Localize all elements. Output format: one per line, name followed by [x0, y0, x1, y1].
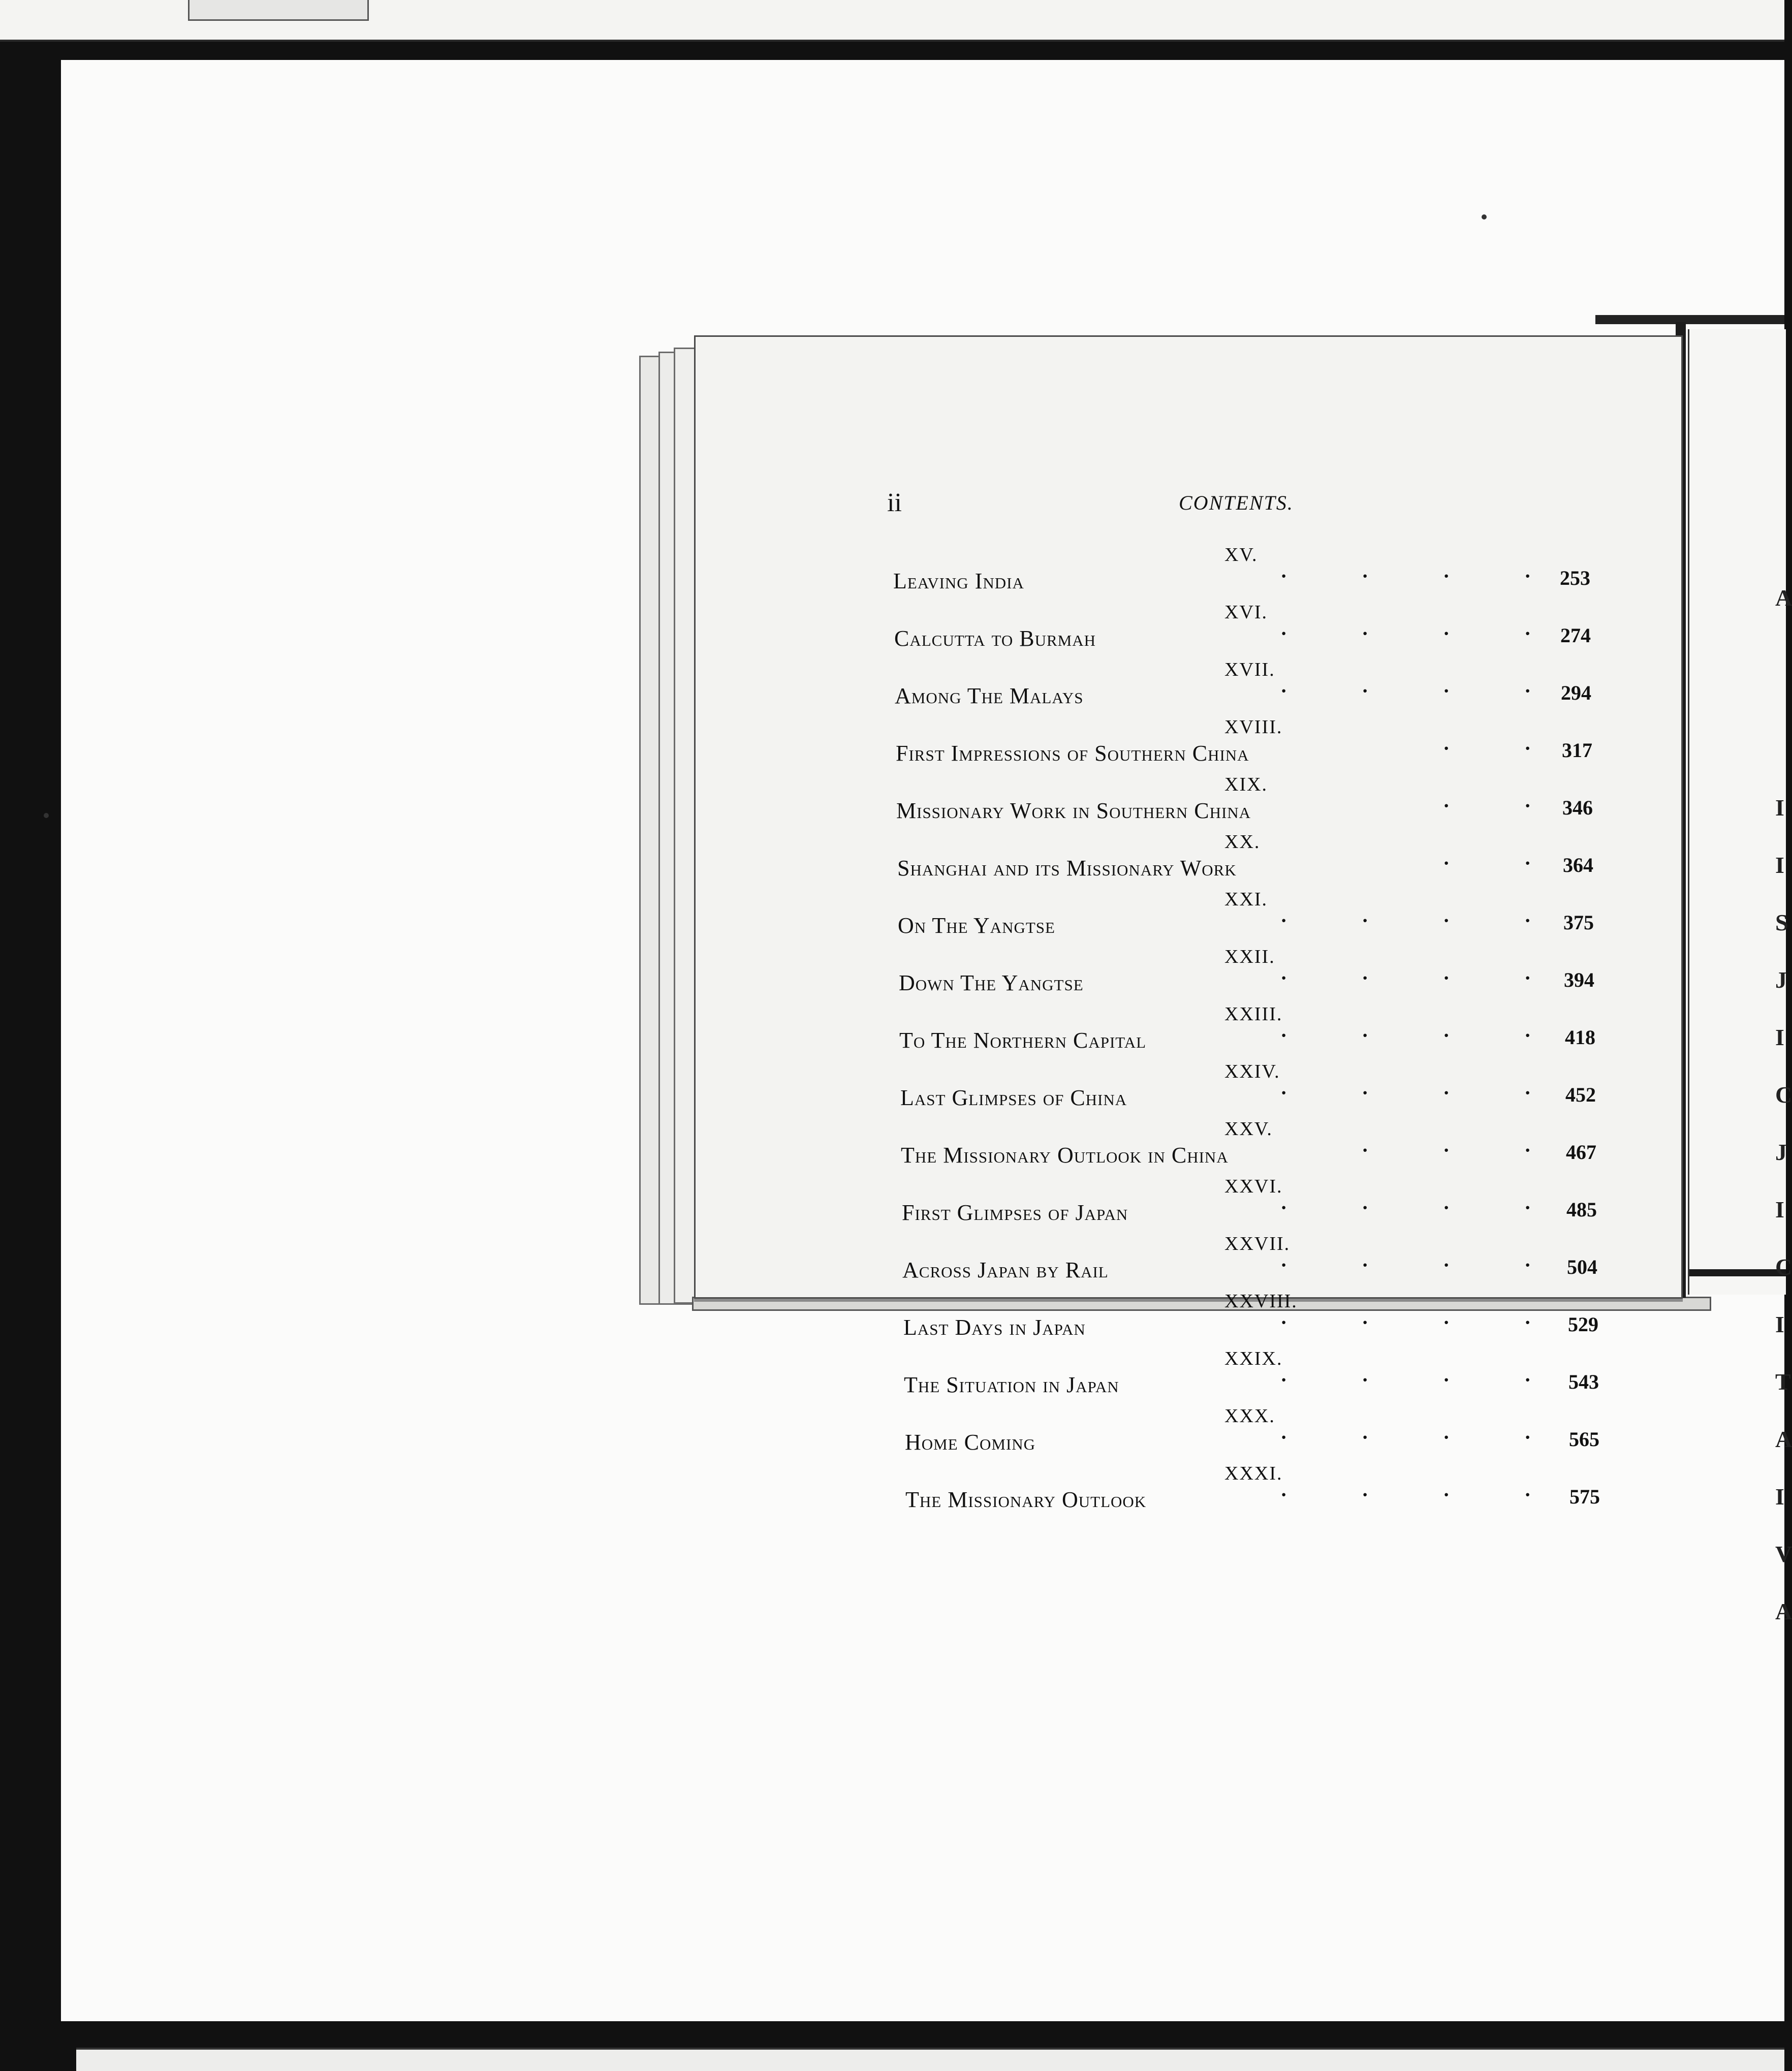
facing-page-letter: J [1775, 967, 1787, 993]
dot-leader: · [1524, 1368, 1531, 1391]
facing-page-letter: C [1775, 1082, 1792, 1108]
chapter-number: XXV. [1224, 1118, 1273, 1140]
dot-leader: · [1362, 966, 1369, 989]
dot-leader: · [1524, 737, 1531, 760]
dot-leader: · [1443, 1253, 1450, 1276]
dot-leader: · [1280, 1024, 1287, 1047]
chapter-number: XVI. [1224, 602, 1268, 623]
chapter-number: XVII. [1224, 659, 1275, 680]
facing-page-letter: V [1775, 1541, 1792, 1567]
page-number-ref: 346 [1562, 796, 1593, 819]
page-number-ref: 543 [1568, 1370, 1599, 1393]
chapter-number: XXIV. [1224, 1061, 1280, 1082]
dot-leader: · [1280, 1311, 1287, 1334]
chapter-title: Shanghai and its Missionary Work [897, 856, 1237, 881]
chapter-number: XXX. [1224, 1405, 1275, 1427]
dot-leader: · [1524, 1311, 1531, 1334]
chapter-title: Among The Malays [895, 683, 1084, 708]
dot-leader: · [1443, 852, 1450, 874]
dot-leader: · [1524, 564, 1531, 587]
binding-top [1595, 315, 1784, 324]
chapter-number: XXVII. [1224, 1233, 1291, 1254]
facing-page-letter: I [1775, 852, 1784, 878]
facing-page-letter: T [1775, 1369, 1791, 1395]
previous-frame-strip [0, 0, 1784, 42]
dot-leader: · [1362, 1196, 1369, 1219]
chapter-title: The Missionary Outlook in China [901, 1143, 1229, 1168]
dot-leader: · [1280, 1196, 1287, 1219]
dot-leader: · [1524, 852, 1531, 874]
dot-leader: · [1443, 794, 1450, 817]
page-number-ref: 294 [1561, 681, 1591, 704]
dot-leader: · [1280, 1483, 1287, 1506]
chapter-number: XXVI. [1224, 1176, 1283, 1197]
dot-leader: · [1443, 1081, 1450, 1104]
dot-leader: · [1362, 564, 1369, 587]
page-number-ref: 274 [1560, 624, 1591, 647]
dot-leader: · [1280, 1081, 1287, 1104]
chapter-title: Leaving India [893, 569, 1024, 593]
page-number-ref: 485 [1566, 1198, 1597, 1221]
facing-page-letter: A [1775, 1426, 1792, 1452]
chapter-number: XXIX. [1224, 1348, 1283, 1369]
dot-leader: · [1280, 1368, 1287, 1391]
running-title: CONTENTS. [1179, 491, 1294, 514]
dot-leader: · [1362, 1426, 1369, 1449]
facing-page-letter: S [1775, 909, 1788, 935]
chapter-title: The Situation in Japan [904, 1372, 1119, 1397]
page-number-ref: 418 [1565, 1026, 1595, 1049]
dot-leader: · [1362, 1253, 1369, 1276]
facing-page-letter: I [1775, 1197, 1784, 1222]
dot-leader: · [1524, 622, 1531, 645]
dot-leader: · [1524, 1139, 1531, 1162]
dust-speck [1482, 214, 1487, 219]
chapter-title: Calcutta to Burmah [894, 626, 1096, 651]
dot-leader: · [1524, 1024, 1531, 1047]
book-board-edge [692, 1297, 1711, 1311]
page-number-ref: 565 [1569, 1428, 1599, 1451]
page-number-ref: 452 [1565, 1083, 1596, 1106]
dot-leader: · [1362, 1483, 1369, 1506]
dot-leader: · [1524, 794, 1531, 817]
chapter-number: XXXI. [1224, 1463, 1283, 1484]
facing-page-letter: A [1775, 585, 1792, 611]
dot-leader: · [1362, 909, 1369, 932]
dot-leader: · [1362, 1139, 1369, 1162]
dot-leader: · [1443, 1426, 1450, 1449]
dot-leader: · [1443, 1368, 1450, 1391]
page-number-ref: 504 [1567, 1256, 1597, 1278]
dot-leader: · [1443, 564, 1450, 587]
chapter-title: First Glimpses of Japan [902, 1200, 1128, 1225]
page-number-ref: 317 [1562, 739, 1592, 762]
chapter-title: Last Glimpses of China [900, 1085, 1127, 1110]
dot-leader: · [1443, 622, 1450, 645]
chapter-title: Down The Yangtse [899, 970, 1084, 995]
dot-leader: · [1362, 679, 1369, 702]
dot-leader: · [1280, 1426, 1287, 1449]
dot-leader: · [1280, 966, 1287, 989]
chapter-number: XV. [1224, 544, 1258, 566]
dot-leader: · [1443, 737, 1450, 760]
dot-leader: · [1524, 1196, 1531, 1219]
dot-leader: · [1362, 622, 1369, 645]
chapter-title: Home Coming [905, 1430, 1036, 1455]
dot-leader: · [1362, 1081, 1369, 1104]
previous-frame-fragment [188, 0, 369, 21]
facing-page-letter: I [1775, 1024, 1784, 1050]
dot-leader: · [1362, 1311, 1369, 1334]
chapter-title: The Missionary Outlook [905, 1487, 1147, 1512]
dot-leader: · [1443, 1483, 1450, 1506]
chapter-title: On The Yangtse [898, 913, 1055, 938]
chapter-number: XXIII. [1224, 1003, 1283, 1025]
chapter-number: XXII. [1224, 946, 1275, 967]
page-number: ii [887, 488, 902, 517]
chapter-number: XXVIII. [1224, 1291, 1298, 1312]
facing-page-edge-line [1689, 1269, 1786, 1276]
dot-leader: · [1443, 1311, 1450, 1334]
chapter-title: Last Days in Japan [903, 1315, 1086, 1340]
dot-leader: · [1524, 1426, 1531, 1449]
chapter-title: Missionary Work in Southern China [896, 798, 1251, 823]
dot-leader: · [1443, 1024, 1450, 1047]
chapter-title: First Impressions of Southern China [896, 741, 1249, 766]
page-number-ref: 253 [1560, 567, 1590, 589]
dot-leader: · [1280, 1253, 1287, 1276]
page-number-ref: 467 [1566, 1141, 1596, 1164]
page-number-ref: 394 [1564, 968, 1594, 991]
dot-leader: · [1443, 1196, 1450, 1219]
dot-leader: · [1280, 564, 1287, 587]
dot-leader: · [1524, 1253, 1531, 1276]
facing-page-letter: C [1775, 1254, 1792, 1280]
dot-leader: · [1524, 1081, 1531, 1104]
dot-leader: · [1443, 1139, 1450, 1162]
page-number-ref: 529 [1568, 1313, 1598, 1336]
dot-leader: · [1280, 909, 1287, 932]
dust-speck [44, 813, 49, 818]
dot-leader: · [1443, 679, 1450, 702]
dot-leader: · [1443, 966, 1450, 989]
next-frame-strip [76, 2048, 1784, 2071]
facing-page [1688, 329, 1786, 1295]
chapter-number: XVIII. [1224, 716, 1283, 738]
dot-leader: · [1280, 622, 1287, 645]
chapter-title: To The Northern Capital [899, 1028, 1147, 1053]
dot-leader: · [1280, 679, 1287, 702]
chapter-number: XIX. [1224, 774, 1268, 795]
facing-page-letter: I [1775, 1484, 1784, 1510]
facing-page-letter: J [1775, 1139, 1787, 1165]
dot-leader: · [1443, 909, 1450, 932]
page-number-ref: 375 [1563, 911, 1594, 934]
dot-leader: · [1524, 966, 1531, 989]
chapter-number: XX. [1224, 831, 1261, 853]
dot-leader: · [1524, 679, 1531, 702]
dot-leader: · [1524, 1483, 1531, 1506]
page-number-ref: 364 [1563, 854, 1593, 876]
dot-leader: · [1362, 1368, 1369, 1391]
facing-page-letter: A [1775, 1598, 1792, 1624]
dot-leader: · [1362, 1024, 1369, 1047]
page-number-ref: 575 [1569, 1485, 1600, 1508]
chapter-number: XXI. [1224, 889, 1268, 910]
facing-page-letter: I [1775, 795, 1784, 821]
dot-leader: · [1524, 909, 1531, 932]
chapter-title: Across Japan by Rail [902, 1258, 1109, 1282]
facing-page-letter: I [1775, 1311, 1784, 1337]
